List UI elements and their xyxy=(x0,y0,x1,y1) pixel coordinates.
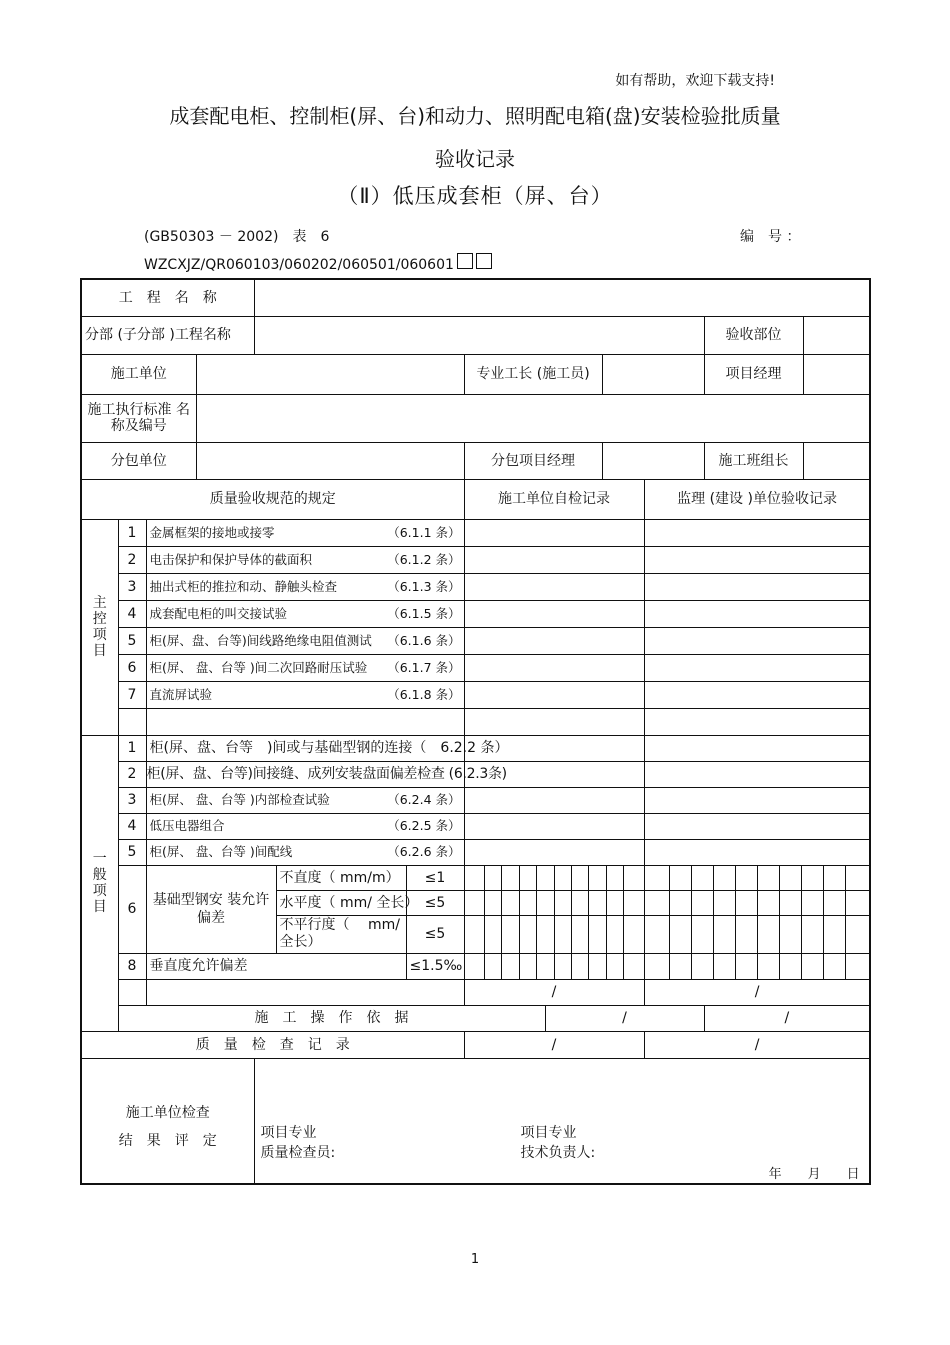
main-item-no: 1 xyxy=(118,519,146,546)
general-item-text: 柜(屏、盘、台等 )间或与基础型钢的连接（ 6.2.2 条） xyxy=(146,735,464,761)
form-code: WZCXJZ/QR060103/060202/060501/060601 xyxy=(144,257,454,273)
supervisor-cell[interactable] xyxy=(644,681,870,708)
team-leader-field[interactable] xyxy=(803,442,870,479)
date-field[interactable]: 年 月 日 xyxy=(768,1166,860,1182)
main-item-clause: （6.1.2 条） xyxy=(387,551,461,567)
basis-label: 施 工 操 作 依 据 xyxy=(118,1005,545,1031)
general-item-text: 垂直度允许偏差 xyxy=(146,953,406,979)
supervisor-cell[interactable] xyxy=(644,708,870,735)
supervisor-cell[interactable] xyxy=(644,839,870,865)
self-check-cell[interactable] xyxy=(464,813,644,839)
header-note: 如有帮助，欢迎下载支持! xyxy=(615,73,775,89)
supervisor-cell[interactable] xyxy=(644,735,870,761)
sub-project-field[interactable] xyxy=(254,316,704,354)
self-check-grid[interactable] xyxy=(464,915,644,953)
deviation-name: 不直度（ mm/m） xyxy=(276,865,406,890)
deviation-name: 水平度（ mm/ 全长） xyxy=(276,890,406,915)
main-items-label: 主 控 项 目 xyxy=(81,519,118,735)
supervisor-cell[interactable] xyxy=(644,600,870,627)
deviation-value: ≤5 xyxy=(406,890,464,915)
deviation-value: ≤1.5‰ xyxy=(406,953,464,979)
blank-no xyxy=(118,979,146,1005)
subcontractor-field[interactable] xyxy=(196,442,464,479)
form-code-row xyxy=(144,253,492,273)
general-item-no: 1 xyxy=(118,735,146,761)
supervisor-grid[interactable] xyxy=(644,915,870,953)
supervisor-cell[interactable] xyxy=(644,761,870,787)
general-item-clause: （6.2.5 条） xyxy=(387,818,461,833)
main-item-no: 5 xyxy=(118,627,146,654)
self-check-slash: / xyxy=(464,979,644,1005)
standard-ref: (GB50303 － 2002) 表 6 xyxy=(144,229,330,245)
general-item-clause: （6.2.4 条） xyxy=(387,792,461,807)
supervisor-cell[interactable] xyxy=(644,627,870,654)
supervisor-cell[interactable] xyxy=(644,546,870,573)
project-name-field[interactable] xyxy=(254,279,870,316)
main-item-text: 抽出式柜的推拉和动、静触头检查 xyxy=(149,578,338,594)
general-item-no: 3 xyxy=(118,787,146,813)
serial-label: 编 号 ： xyxy=(740,229,801,245)
supervisor-cell[interactable] xyxy=(644,813,870,839)
general-item-no: 2 xyxy=(118,761,146,787)
supervisor-slash: / xyxy=(704,1005,870,1031)
main-item-clause: （6.1.7 条） xyxy=(387,659,461,675)
main-item-text: 金属框架的接地或接零 xyxy=(149,524,275,540)
self-check-cell[interactable] xyxy=(464,681,644,708)
title-line-2: 验收记录 xyxy=(435,147,515,171)
supervisor-cell[interactable] xyxy=(644,519,870,546)
main-item-no: 4 xyxy=(118,600,146,627)
acceptance-part-label: 验收部位 xyxy=(704,316,803,354)
self-check-slash: / xyxy=(545,1005,704,1031)
general-item-no: 6 xyxy=(118,865,146,953)
main-item-no: 3 xyxy=(118,573,146,600)
general-item-text: 柜(屏、盘、台等)间接缝、成列安装盘面偏差检查 (6.2.3条) xyxy=(146,761,464,787)
general-items-label: 一 般 项 目 xyxy=(81,735,118,1031)
deviation-name: 不平行度（ mm/ 全长） xyxy=(276,915,406,953)
self-check-grid[interactable] xyxy=(464,953,644,979)
supervisor-slash: / xyxy=(644,979,870,1005)
team-leader-label: 施工班组长 xyxy=(704,442,803,479)
main-item-clause: （6.1.6 条） xyxy=(387,632,461,648)
project-manager-field[interactable] xyxy=(803,354,870,394)
sub-manager-label: 分包项目经理 xyxy=(464,442,602,479)
main-item-text: 柜(屏、 盘、台等 )间二次回路耐压试验 xyxy=(149,659,368,675)
self-check-cell[interactable] xyxy=(464,708,644,735)
supervisor-slash: / xyxy=(644,1031,870,1058)
general-item-clause: （6.2.6 条） xyxy=(387,844,461,859)
sub-project-label: 分部 (子分部 )工程名称 xyxy=(81,316,254,354)
spec-header: 质量验收规范的规定 xyxy=(81,479,464,519)
self-check-cell[interactable] xyxy=(464,654,644,681)
acceptance-part-field[interactable] xyxy=(803,316,870,354)
page-number: 1 xyxy=(470,1252,480,1267)
code-box-2[interactable] xyxy=(476,253,492,269)
standard-label: 施工执行标准 名称及编号 xyxy=(81,394,196,442)
general-item-no: 5 xyxy=(118,839,146,865)
quality-inspector: 项目专业 质量检查员: xyxy=(260,1124,336,1161)
general-item-no: 8 xyxy=(118,953,146,979)
main-item-text: 直流屏试验 xyxy=(149,686,213,702)
self-check-cell[interactable] xyxy=(464,546,644,573)
self-check-cell[interactable] xyxy=(464,600,644,627)
project-manager-label: 项目经理 xyxy=(704,354,803,394)
self-check-cell[interactable] xyxy=(464,627,644,654)
technical-director: 项目专业 技术负责人: xyxy=(520,1124,596,1161)
supervisor-grid[interactable] xyxy=(644,953,870,979)
foreman-label: 专业工长 (施工员) xyxy=(464,354,602,394)
main-item-clause: （6.1.3 条） xyxy=(387,578,461,594)
main-item-text: 成套配电柜的叫交接试验 xyxy=(149,605,288,621)
main-item-text: 电击保护和保护导体的截面积 xyxy=(149,551,313,567)
supervisor-cell[interactable] xyxy=(644,654,870,681)
blank-no xyxy=(118,708,146,735)
blank-item[interactable] xyxy=(146,708,464,735)
self-check-cell[interactable] xyxy=(464,573,644,600)
construction-unit-label: 施工单位 xyxy=(81,354,196,394)
record-label: 质 量 检 查 记 录 xyxy=(81,1031,464,1058)
main-item-no: 7 xyxy=(118,681,146,708)
result-label: 施工单位检查 结 果 评 定 xyxy=(81,1058,254,1184)
main-item-clause: （6.1.1 条） xyxy=(387,524,461,540)
title-line-3: （Ⅱ）低压成套柜（屏、台） xyxy=(337,184,613,208)
general-item-no: 4 xyxy=(118,813,146,839)
general-item-text: 柜(屏、 盘、台等 )内部检查试验 xyxy=(149,792,330,807)
standard-field[interactable] xyxy=(196,394,870,442)
deviation-value: ≤1 xyxy=(406,865,464,890)
project-name-label: 工 程 名 称 xyxy=(81,279,254,316)
general-item-text: 柜(屏、 盘、台等 )间配线 xyxy=(149,844,293,859)
main-item-no: 6 xyxy=(118,654,146,681)
construction-unit-field[interactable] xyxy=(196,354,464,394)
deviation-value: ≤5 xyxy=(406,915,464,953)
supervisor-cell[interactable] xyxy=(644,573,870,600)
sub-manager-field[interactable] xyxy=(602,442,704,479)
self-check-grid[interactable] xyxy=(464,865,644,890)
supervisor-header: 监理 (建设 )单位验收记录 xyxy=(644,479,870,519)
code-box-1[interactable] xyxy=(457,253,473,269)
self-check-cell[interactable] xyxy=(464,839,644,865)
self-check-header: 施工单位自检记录 xyxy=(464,479,644,519)
self-check-grid[interactable] xyxy=(464,890,644,915)
main-item-clause: （6.1.5 条） xyxy=(387,605,461,621)
inspection-table xyxy=(80,278,871,1185)
supervisor-grid[interactable] xyxy=(644,865,870,890)
self-check-slash: / xyxy=(464,1031,644,1058)
self-check-cell[interactable] xyxy=(464,519,644,546)
title-line-1: 成套配电柜、控制柜(屏、台)和动力、照明配电箱(盘)安装检验批质量 xyxy=(169,104,781,128)
main-item-no: 2 xyxy=(118,546,146,573)
main-item-text: 柜(屏、盘、台等)间线路绝缘电阻值测试 xyxy=(149,632,372,648)
foreman-field[interactable] xyxy=(602,354,704,394)
self-check-cell[interactable] xyxy=(464,787,644,813)
deviation-label: 基础型钢安 装允许偏差 xyxy=(146,865,276,953)
blank-item[interactable] xyxy=(146,979,464,1005)
subcontractor-label: 分包单位 xyxy=(81,442,196,479)
supervisor-cell[interactable] xyxy=(644,787,870,813)
general-item-text: 低压电器组合 xyxy=(149,818,225,833)
supervisor-grid[interactable] xyxy=(644,890,870,915)
main-item-clause: （6.1.8 条） xyxy=(387,686,461,702)
signature-area xyxy=(255,1059,870,1183)
